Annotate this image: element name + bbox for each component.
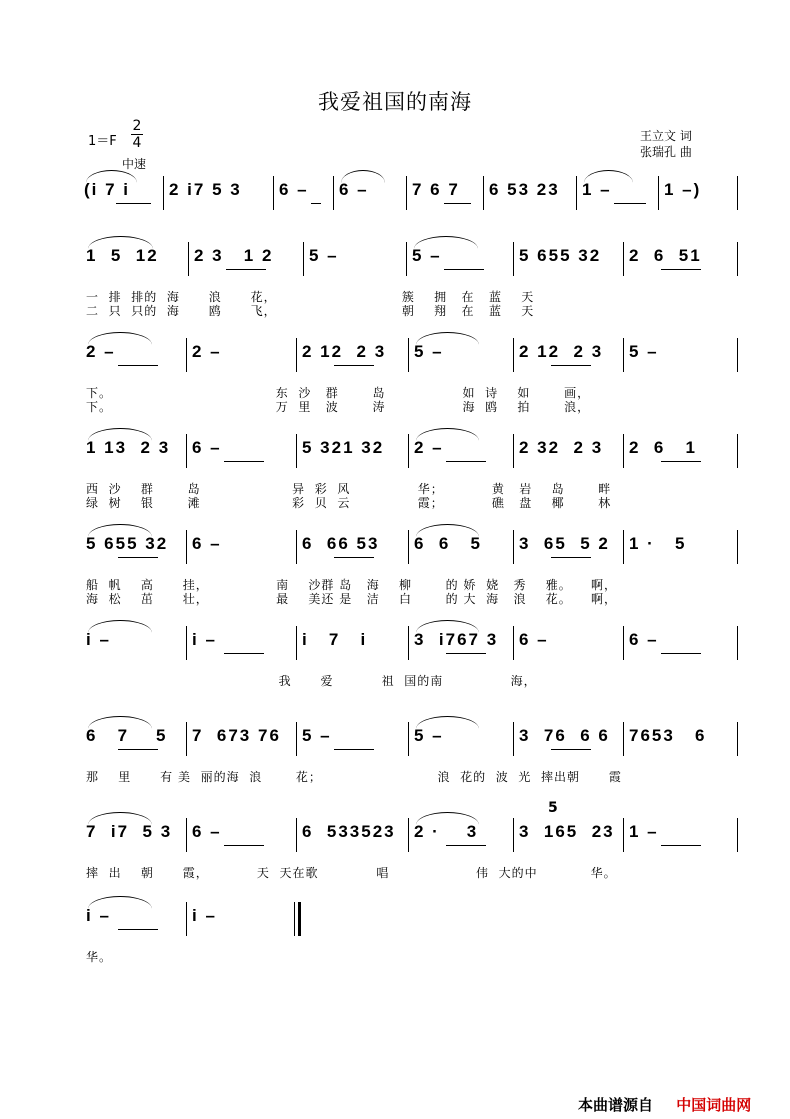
bar-line bbox=[186, 434, 187, 468]
beam-line bbox=[116, 203, 151, 204]
lyric-line: 那 里 有 美 丽的海 浪 花； 浪 花的 波 光 摔出朝 霞 bbox=[86, 770, 622, 784]
beam-line bbox=[118, 749, 158, 750]
measure: 6 – bbox=[519, 630, 549, 649]
measure: 2 · 3 bbox=[414, 822, 479, 841]
bar-line bbox=[513, 722, 514, 756]
measure: 6 – bbox=[192, 822, 222, 841]
composer: 张瑞孔 曲 bbox=[640, 145, 692, 159]
bar-line bbox=[163, 176, 164, 210]
beam-line bbox=[614, 203, 646, 204]
measure: 3 65 5 2 bbox=[519, 534, 610, 553]
bar-line bbox=[406, 242, 407, 276]
bar-line bbox=[186, 818, 187, 852]
beam-line bbox=[118, 557, 158, 558]
measure: 6 7 5 bbox=[86, 726, 168, 745]
lyric-line: 下。 万 里 波 涛 海 鸥 拍 浪， bbox=[86, 400, 591, 414]
measure: 5 321 32 bbox=[302, 438, 385, 457]
slur-arc bbox=[416, 620, 479, 633]
measure: i – bbox=[192, 906, 217, 925]
bar-line bbox=[513, 434, 514, 468]
bar-line bbox=[186, 722, 187, 756]
measure: 6 – bbox=[279, 180, 309, 199]
beam-line bbox=[661, 461, 701, 462]
slur-arc bbox=[88, 524, 152, 537]
slur-arc bbox=[416, 716, 479, 729]
measure: 7 673 76 bbox=[192, 726, 281, 745]
measure: i – bbox=[192, 630, 217, 649]
beam-line bbox=[444, 203, 471, 204]
measure: 5 – bbox=[414, 726, 444, 745]
beam-line bbox=[551, 557, 591, 558]
lyric-line: 二 只 只的 海 鸥 飞， 朝 翔 在 蓝 天 bbox=[86, 304, 535, 318]
measure: i 7 i bbox=[302, 630, 368, 649]
measure: 1 –) bbox=[664, 180, 702, 199]
beam-line bbox=[551, 749, 591, 750]
measure: i – bbox=[86, 906, 111, 925]
beam-line bbox=[118, 929, 158, 930]
final-bar-line-thin bbox=[294, 902, 295, 936]
measure: 2 – bbox=[192, 342, 222, 361]
measure: 1 – bbox=[629, 822, 659, 841]
bar-line bbox=[406, 176, 407, 210]
lyricist: 王立文 词 bbox=[640, 129, 692, 143]
bar-line bbox=[737, 626, 738, 660]
slur-arc bbox=[88, 236, 153, 249]
bar-line bbox=[623, 338, 624, 372]
measure: 6 53 23 bbox=[489, 180, 560, 199]
time-signature bbox=[131, 118, 143, 151]
measure: 2 3 1 2 bbox=[194, 246, 274, 265]
bar-line bbox=[623, 242, 624, 276]
bar-line bbox=[513, 242, 514, 276]
measure: 3 165 23 bbox=[519, 822, 615, 841]
bar-line bbox=[408, 818, 409, 852]
bar-line bbox=[186, 338, 187, 372]
bar-line bbox=[737, 722, 738, 756]
bar-line bbox=[296, 722, 297, 756]
bar-line bbox=[737, 818, 738, 852]
bar-line bbox=[737, 530, 738, 564]
measure: 2 12 2 3 bbox=[302, 342, 387, 361]
bar-line bbox=[623, 818, 624, 852]
measure: 1 – bbox=[582, 180, 612, 199]
measure: 1 5 12 bbox=[86, 246, 159, 265]
bar-line bbox=[186, 530, 187, 564]
bar-line bbox=[483, 176, 484, 210]
bar-line bbox=[623, 722, 624, 756]
bar-line bbox=[273, 176, 274, 210]
bar-line bbox=[576, 176, 577, 210]
beam-line bbox=[661, 269, 701, 270]
measure: 1 13 2 3 bbox=[86, 438, 171, 457]
bar-line bbox=[513, 818, 514, 852]
footer-source: 本曲谱源自 bbox=[578, 1096, 654, 1114]
bar-line bbox=[296, 434, 297, 468]
beam-line bbox=[226, 269, 266, 270]
credits bbox=[640, 128, 692, 160]
measure: 5 – bbox=[629, 342, 659, 361]
beam-line bbox=[118, 365, 158, 366]
measure: 6 6 5 bbox=[414, 534, 482, 553]
bar-line bbox=[737, 434, 738, 468]
lyric-line: 下。 东 沙 群 岛 如 诗 如 画， bbox=[86, 386, 591, 400]
bar-line bbox=[737, 242, 738, 276]
slur-arc bbox=[416, 332, 479, 345]
measure: 7653 6 bbox=[629, 726, 707, 745]
lyric-line: 华。 bbox=[86, 950, 113, 964]
bar-line bbox=[333, 176, 334, 210]
beam-line bbox=[661, 653, 701, 654]
bar-line bbox=[408, 722, 409, 756]
bar-line bbox=[188, 242, 189, 276]
slur-arc bbox=[88, 428, 152, 441]
measure: 7 6 7 bbox=[412, 180, 460, 199]
bar-line bbox=[623, 434, 624, 468]
measure: 6 – bbox=[192, 534, 222, 553]
measure: 6 – bbox=[339, 180, 369, 199]
slur-arc bbox=[88, 896, 152, 909]
measure: 7 i7 5 3 bbox=[86, 822, 173, 841]
bar-line bbox=[623, 626, 624, 660]
lyric-line: 西 沙 群 岛 异 彩 风 华； 黄 岩 岛 畔 bbox=[86, 482, 612, 496]
slur-arc bbox=[341, 170, 385, 183]
lyric-line: 一 排 排的 海 浪 花， 簇 拥 在 蓝 天 bbox=[86, 290, 535, 304]
beam-line bbox=[551, 365, 591, 366]
beam-line bbox=[334, 557, 374, 558]
lyric-line: 我 爱 祖 国的南 海， bbox=[86, 674, 537, 688]
measure: 5 – bbox=[412, 246, 442, 265]
bar-line bbox=[408, 434, 409, 468]
bar-line bbox=[408, 338, 409, 372]
measure: 5 – bbox=[302, 726, 332, 745]
measure: 3 i767 3 bbox=[414, 630, 499, 649]
measure: 2 12 2 3 bbox=[519, 342, 604, 361]
bar-line bbox=[296, 818, 297, 852]
measure: 2 – bbox=[86, 342, 116, 361]
measure: 5 655 32 bbox=[519, 246, 602, 265]
lyric-line: 摔 出 朝 霞， 天 天在歌 唱 伟 大的中 华。 bbox=[86, 866, 617, 880]
meter-bottom: 4 bbox=[132, 135, 142, 151]
beam-line bbox=[446, 461, 486, 462]
measure: 6 – bbox=[192, 438, 222, 457]
bar-line bbox=[296, 338, 297, 372]
bar-line bbox=[186, 902, 187, 936]
beam-line bbox=[311, 203, 321, 204]
bar-line bbox=[303, 242, 304, 276]
bar-line bbox=[623, 530, 624, 564]
bar-line bbox=[658, 176, 659, 210]
meter-top: 2 bbox=[132, 118, 142, 134]
measure: 2 6 1 bbox=[629, 438, 697, 457]
bar-line bbox=[408, 626, 409, 660]
slur-arc bbox=[584, 170, 633, 183]
final-bar-line bbox=[298, 902, 301, 936]
measure: 6 – bbox=[629, 630, 659, 649]
measure: 2 32 2 3 bbox=[519, 438, 604, 457]
beam-line bbox=[444, 269, 484, 270]
beam-line bbox=[334, 749, 374, 750]
beam-line bbox=[661, 845, 701, 846]
lyric-line: 绿 树 银 滩 彩 贝 云 霞； 礁 盘 椰 林 bbox=[86, 496, 612, 510]
measure: 5 – bbox=[414, 342, 444, 361]
slur-arc bbox=[414, 236, 478, 249]
tempo-marking: 中速 bbox=[122, 157, 147, 171]
slur-arc bbox=[416, 428, 479, 441]
slur-arc bbox=[88, 332, 152, 345]
footer bbox=[578, 1094, 751, 1115]
beam-line bbox=[224, 845, 264, 846]
measure: 5 655 32 bbox=[86, 534, 169, 553]
bar-line bbox=[513, 626, 514, 660]
beam-line bbox=[224, 653, 264, 654]
beam-line bbox=[446, 653, 486, 654]
song-title: 我爱祖国的南海 bbox=[318, 90, 472, 114]
bar-line bbox=[296, 626, 297, 660]
bar-line bbox=[737, 338, 738, 372]
key-signature: 1＝F bbox=[88, 134, 117, 149]
slur-arc bbox=[88, 620, 152, 633]
measure: 3 76 6 6 bbox=[519, 726, 610, 745]
slur-arc bbox=[88, 716, 152, 729]
measure: 2 i7 5 3 bbox=[169, 180, 242, 199]
measure: 5 – bbox=[309, 246, 339, 265]
measure: 6 533523 bbox=[302, 822, 396, 841]
measure: i – bbox=[86, 630, 111, 649]
footer-brand: 中国词曲网 bbox=[676, 1096, 752, 1114]
bar-line bbox=[296, 530, 297, 564]
beam-line bbox=[334, 365, 374, 366]
measure: 2 – bbox=[414, 438, 444, 457]
bar-line bbox=[513, 530, 514, 564]
measure: (i 7 i bbox=[84, 180, 131, 199]
bar-line bbox=[737, 176, 738, 210]
slur-arc bbox=[416, 524, 479, 537]
beam-line bbox=[446, 845, 486, 846]
measure: 1 · 5 bbox=[629, 534, 687, 553]
measure: 2 6 51 bbox=[629, 246, 702, 265]
slur-arc bbox=[416, 812, 479, 825]
lyric-line: 海 松 茁 壮， 最 美还 是 洁 白 的 大 海 浪 花。 啊， bbox=[86, 592, 618, 606]
lyric-line: 船 帆 高 挂， 南 沙群 岛 海 柳 的 娇 娆 秀 雅。 啊， bbox=[86, 578, 618, 592]
beam-line bbox=[224, 461, 264, 462]
bar-line bbox=[513, 338, 514, 372]
extra-note: 5 bbox=[548, 800, 558, 816]
measure: 6 66 53 bbox=[302, 534, 380, 553]
bar-line bbox=[186, 626, 187, 660]
bar-line bbox=[408, 530, 409, 564]
slur-arc bbox=[88, 812, 152, 825]
